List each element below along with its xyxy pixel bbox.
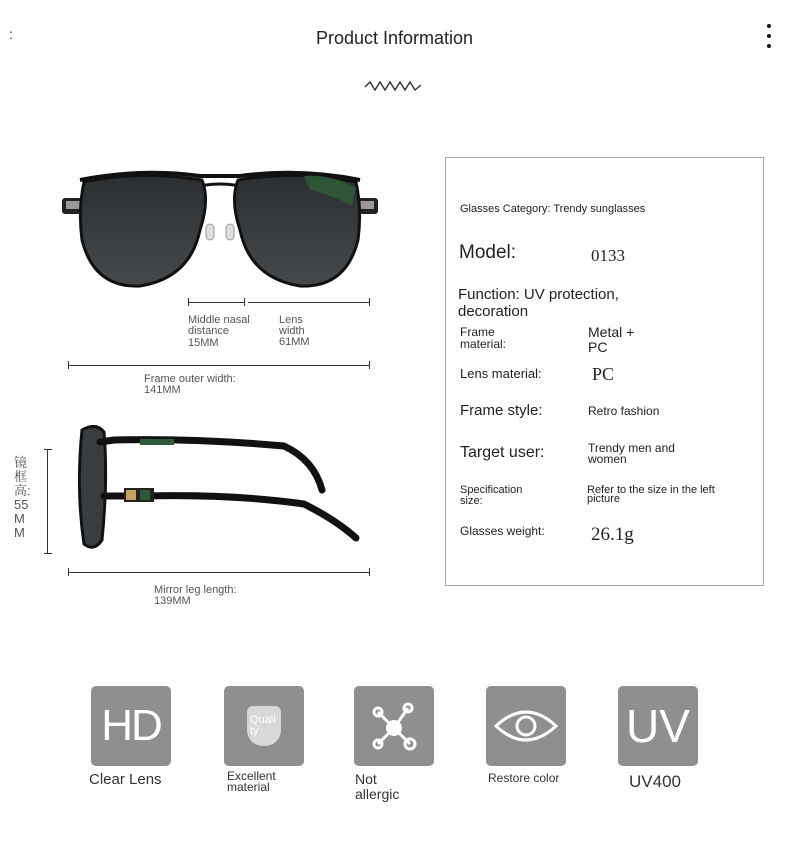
quality-badge-icon: Quali ty — [224, 686, 304, 766]
feature-label: Clear Lens — [89, 771, 162, 788]
spec-frame-style-value: Retro fashion — [588, 404, 660, 418]
dim-tick — [369, 361, 370, 369]
uv-icon: UV — [618, 686, 698, 766]
feature-label: Restore color — [488, 771, 560, 785]
eye-icon — [486, 686, 566, 766]
spec-target-user-label: Target user: — [460, 444, 545, 461]
dim-tick — [369, 568, 370, 576]
spec-lens-material-value: PC — [592, 364, 615, 384]
sunglasses-side-image — [74, 420, 374, 560]
spec-frame-material-value: Metal + PC — [588, 324, 635, 355]
lens-width-label: Lens width — [279, 314, 305, 337]
feature-label: Excellent material — [227, 769, 276, 794]
feature-excellent-material — [224, 686, 304, 793]
dim-tick — [369, 298, 370, 306]
spec-weight-value: 26.1g — [591, 524, 634, 545]
sunglasses-front-image — [60, 160, 380, 300]
spec-category: Glasses Category: Trendy sunglasses — [460, 203, 646, 215]
more-options-icon[interactable] — [765, 24, 773, 48]
dim-tick — [244, 298, 245, 306]
feature-label: Not allergic — [355, 771, 400, 802]
feature-not-allergic — [354, 686, 434, 802]
feature-uv400 — [618, 686, 698, 792]
zigzag-divider-icon — [364, 79, 422, 93]
molecule-icon — [354, 686, 434, 766]
spec-weight-label: Glasses weight: — [460, 524, 545, 538]
dim-tick — [44, 553, 52, 554]
nasal-dim-line — [188, 302, 244, 303]
frame-width-value: 141MM — [144, 384, 181, 396]
spec-size-label: Specification size: — [460, 484, 523, 507]
frame-width-label: Frame outer width: — [144, 373, 236, 385]
dim-tick — [44, 449, 52, 450]
nasal-distance-value: 15MM — [188, 337, 219, 349]
feature-restore-color — [486, 686, 566, 785]
page-title: Product Information — [315, 28, 474, 48]
spec-model-value: 0133 — [591, 246, 625, 265]
hd-icon: HD — [91, 686, 171, 766]
leg-length-dim-line — [68, 572, 369, 573]
leg-length-value: 139MM — [154, 595, 191, 607]
frame-width-dim-line — [68, 365, 369, 366]
frame-height-label: 镜框高:55MM — [14, 455, 31, 540]
spec-model-label: Model: — [459, 242, 517, 263]
lens-dim-line — [248, 302, 369, 303]
spec-frame-material-label: Frame material: — [460, 325, 507, 351]
spec-target-user-value: Trendy men and women — [588, 441, 675, 466]
spec-lens-material-label: Lens material: — [460, 366, 542, 381]
spec-size-value: Refer to the size in the left picture — [587, 484, 715, 505]
leg-length-label: Mirror leg length: — [154, 584, 237, 596]
frame-height-dim-line — [47, 449, 48, 553]
lens-width-value: 61MM — [279, 336, 310, 348]
feature-clear-lens — [91, 686, 171, 788]
spec-panel — [445, 157, 764, 586]
spec-frame-style-label: Frame style: — [460, 402, 543, 419]
spec-function: Function: UV protection, decoration — [458, 286, 619, 320]
nasal-distance-label: Middle nasal distance — [188, 314, 250, 337]
header-colon: : — [9, 26, 13, 42]
feature-label: UV400 — [629, 772, 681, 791]
